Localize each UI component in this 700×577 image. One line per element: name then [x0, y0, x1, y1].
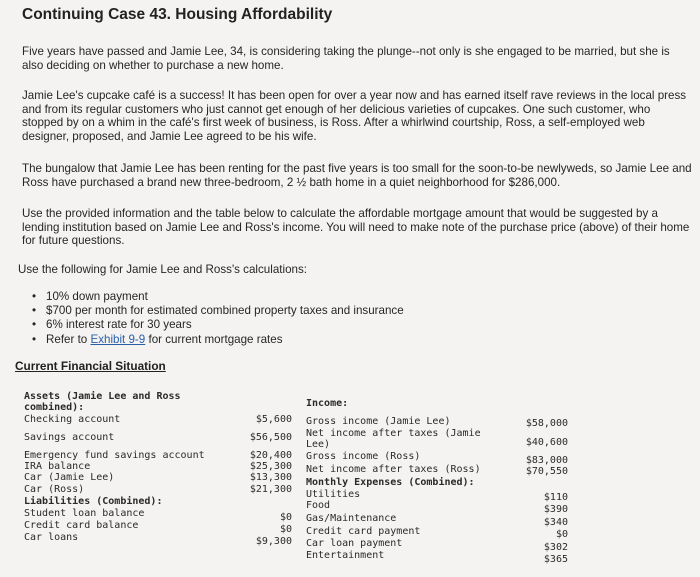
- asset-label: Savings account: [24, 432, 115, 443]
- expense-label: Entertainment: [306, 550, 385, 561]
- asset-label: Car (Ross): [24, 484, 85, 495]
- income-label: Net income after taxes (Ross): [306, 464, 481, 475]
- liability-label: Student loan balance: [24, 508, 145, 519]
- liability-label: Car loans: [24, 532, 79, 543]
- asset-label: Checking account: [24, 414, 121, 425]
- asset-value: $20,400: [249, 450, 292, 461]
- page-title: Continuing Case 43. Housing Affordability: [22, 6, 333, 23]
- expense-value: $340: [543, 517, 568, 528]
- bullet-refer-suffix: for current mortgage rates: [145, 332, 283, 346]
- asset-value: $25,300: [249, 461, 292, 472]
- section-heading: Current Financial Situation: [15, 359, 166, 373]
- asset-value: $13,300: [249, 472, 292, 483]
- paragraph-instructions: Use the provided information and the table below to calculate the affordable mortgage amount that would be suggested by a lending institution based on Jamie Lee and Ross's income. You will need to make note of the purchase price (above) of their home for future questions.: [22, 207, 690, 248]
- expense-value: $365: [543, 554, 568, 565]
- income-value: $70,550: [525, 466, 568, 477]
- list-item: [30, 304, 404, 318]
- list-item: [30, 290, 404, 304]
- liability-label: Credit card balance: [24, 520, 139, 531]
- asset-value: $56,500: [249, 432, 292, 443]
- liability-value: $9,300: [255, 536, 292, 547]
- income-value: $40,600: [525, 437, 568, 448]
- bullet-taxes: $700 per month for estimated combined property taxes and insurance: [46, 304, 404, 318]
- income-value: $83,000: [525, 455, 568, 466]
- expense-label: Food: [306, 500, 331, 511]
- bullet-refer-prefix: Refer to: [46, 332, 91, 346]
- expenses-heading: Monthly Expenses (Combined):: [306, 477, 475, 488]
- asset-value: $5,600: [255, 414, 292, 425]
- paragraph-use-following: Use the following for Jamie Lee and Ross's calculations:: [18, 263, 307, 276]
- expense-value: $0: [555, 529, 568, 540]
- asset-label: Car (Jamie Lee): [24, 472, 115, 483]
- income-label: Gross income (Ross): [306, 451, 421, 462]
- paragraph-intro: Five years have passed and Jamie Lee, 34, is considering taking the plunge--not only is she engaged to be married, but she is also deciding on whether to purchase a new home.: [22, 45, 670, 72]
- liabilities-heading: Liabilities (Combined):: [24, 496, 163, 507]
- asset-label: IRA balance: [24, 461, 91, 472]
- income-label: Net income after taxes (Jamie: [306, 428, 481, 439]
- income-label: Gross income (Jamie Lee): [306, 416, 451, 427]
- paragraph-bungalow: The bungalow that Jamie Lee has been renting for the past five years is too small for the soon-to-be newlyweds, so Jamie Lee and Ross have purchased a brand new three-bedroom, 2 ½ bath home in a quiet neighborhood for $286,000.: [22, 162, 692, 189]
- expense-value: $390: [543, 504, 568, 515]
- bullet-down-payment: 10% down payment: [46, 290, 148, 303]
- list-item: [30, 333, 404, 347]
- expense-label: Credit card payment: [306, 526, 421, 537]
- expense-value: $302: [543, 542, 568, 553]
- asset-value: $21,300: [249, 484, 292, 495]
- exhibit-link[interactable]: Exhibit 9-9: [90, 332, 146, 346]
- expense-value: $110: [543, 492, 568, 503]
- income-label-continued: Lee): [306, 439, 331, 450]
- income-value: $58,000: [525, 418, 568, 429]
- assets-heading-line2: combined):: [24, 402, 85, 413]
- expense-label: Car loan payment: [306, 538, 403, 549]
- liability-value: $0: [279, 512, 292, 523]
- asset-label: Emergency fund savings account: [24, 450, 205, 461]
- expense-label: Gas/Maintenance: [306, 513, 397, 524]
- income-heading: Income:: [306, 398, 349, 409]
- liability-value: $0: [279, 524, 292, 535]
- assets-heading-line1: Assets (Jamie Lee and Ross: [24, 391, 181, 402]
- paragraph-cupcake-cafe: Jamie Lee's cupcake café is a success! It has been open for over a year now and has earned itself rave reviews in the local press and from its regular customers who just cannot get enough of her delicious varieties of cupcakes. One such customer, who stopped by on a whim in the café's first week of business, is Ross. After a whirlwind courtship, Ross, a self-employed web designer, proposed, and Jamie Lee agreed to be his wife.: [22, 89, 687, 143]
- expense-label: Utilities: [306, 489, 361, 500]
- calculation-assumptions-list: [30, 290, 404, 347]
- bullet-interest: 6% interest rate for 30 years: [46, 318, 192, 332]
- list-item: [30, 318, 404, 332]
